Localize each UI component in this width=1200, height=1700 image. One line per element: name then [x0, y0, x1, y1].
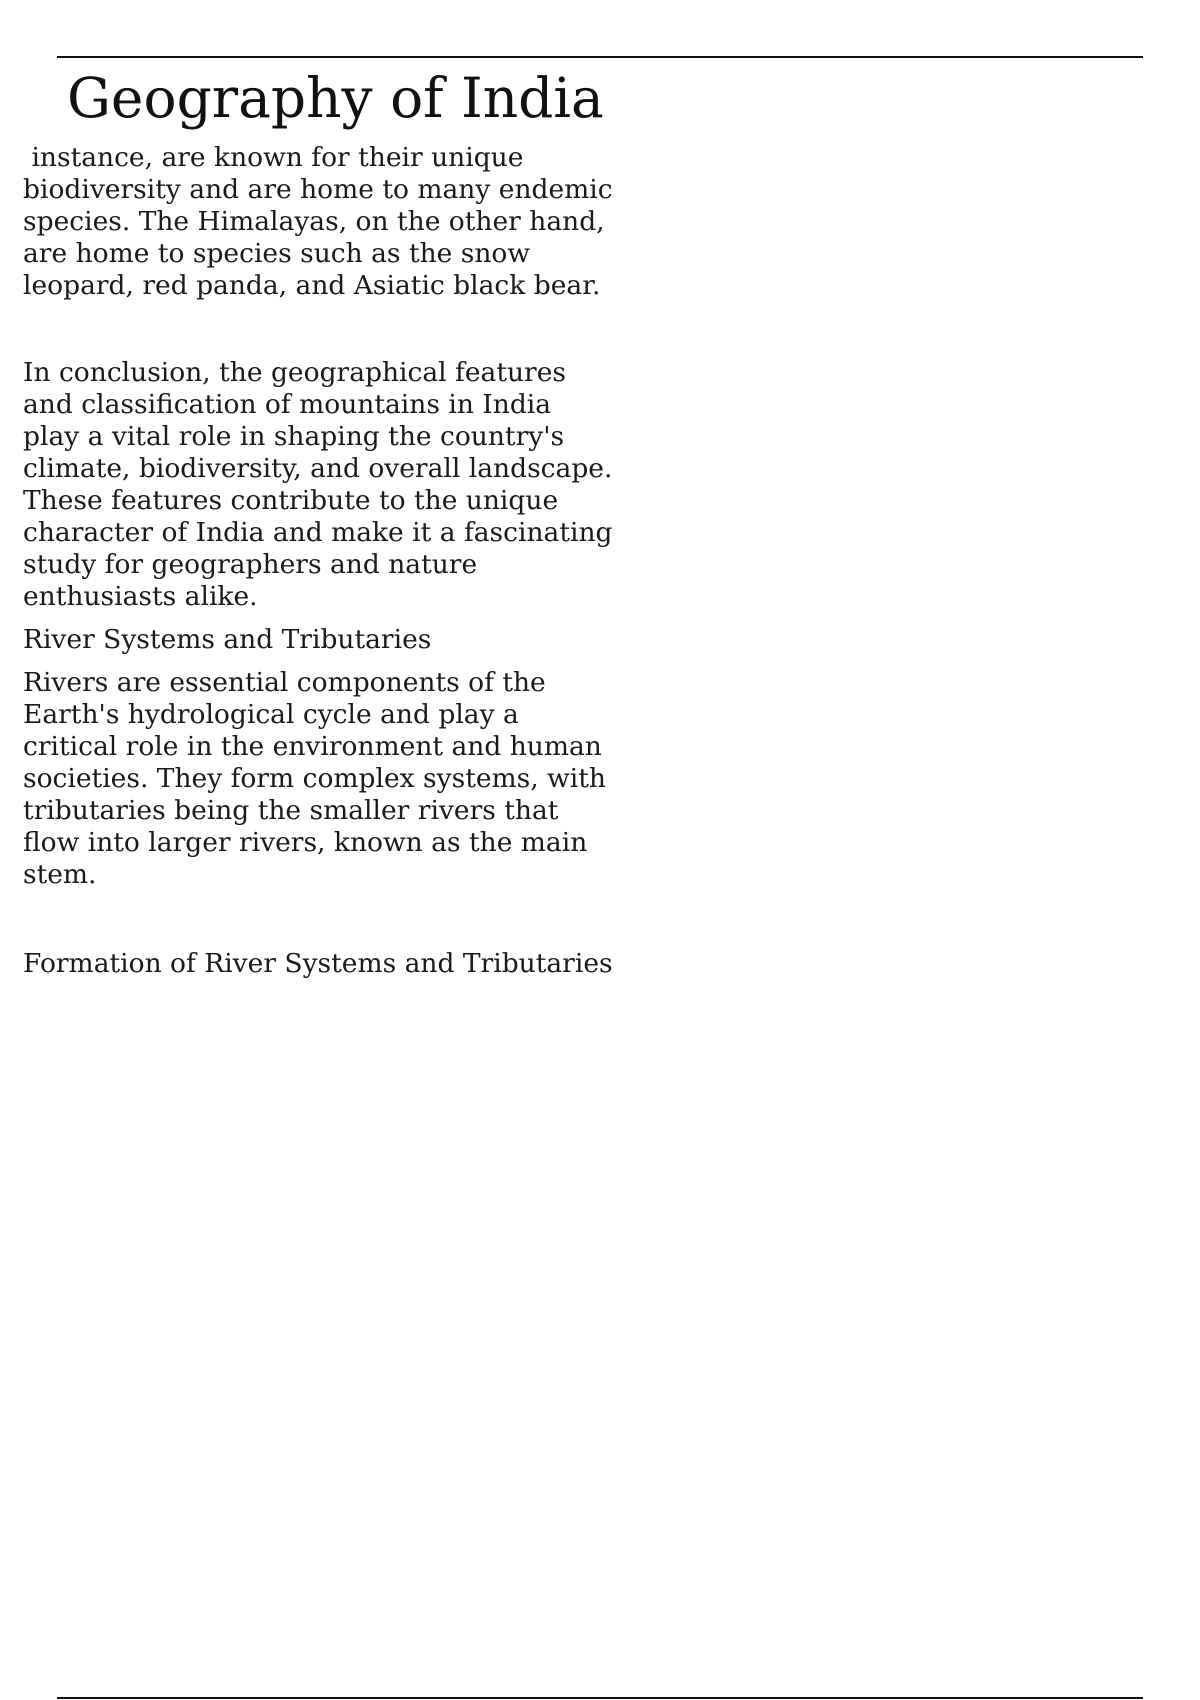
paragraph-spacer — [23, 613, 613, 624]
section-heading-formation: Formation of River Systems and Tributaries — [23, 948, 613, 979]
page-title: Geography of India — [67, 66, 604, 130]
paragraph-biodiversity: instance, are known for their unique biodiversity and are home to many endemic species. The Himalayas, on the other hand, are home to species such as the snow leopard, red panda, and Asiatic black bear. — [23, 142, 622, 301]
top-rule — [57, 56, 1143, 58]
paragraph-spacer — [23, 302, 613, 357]
paragraph-spacer — [23, 656, 613, 667]
paragraph-rivers: Rivers are essential components of the Earth's hydrological cycle and play a critical role in the environment and human societies. They form complex systems, with tributaries being the smaller rivers that flow into larger rivers, known as the main stem. — [23, 667, 606, 890]
paragraph-conclusion: In conclusion, the geographical features and classification of mountains in India play a vital role in shaping the country's climate, biodiversity, and overall landscape. These features contribute to the unique character of India and make it a fascinating study for geographers and nature enthusiasts alike. — [23, 357, 613, 612]
document-body — [23, 142, 622, 980]
section-heading-river-systems: River Systems and Tributaries — [23, 624, 432, 655]
bottom-rule — [57, 1697, 1143, 1699]
paragraph-spacer — [23, 891, 613, 948]
